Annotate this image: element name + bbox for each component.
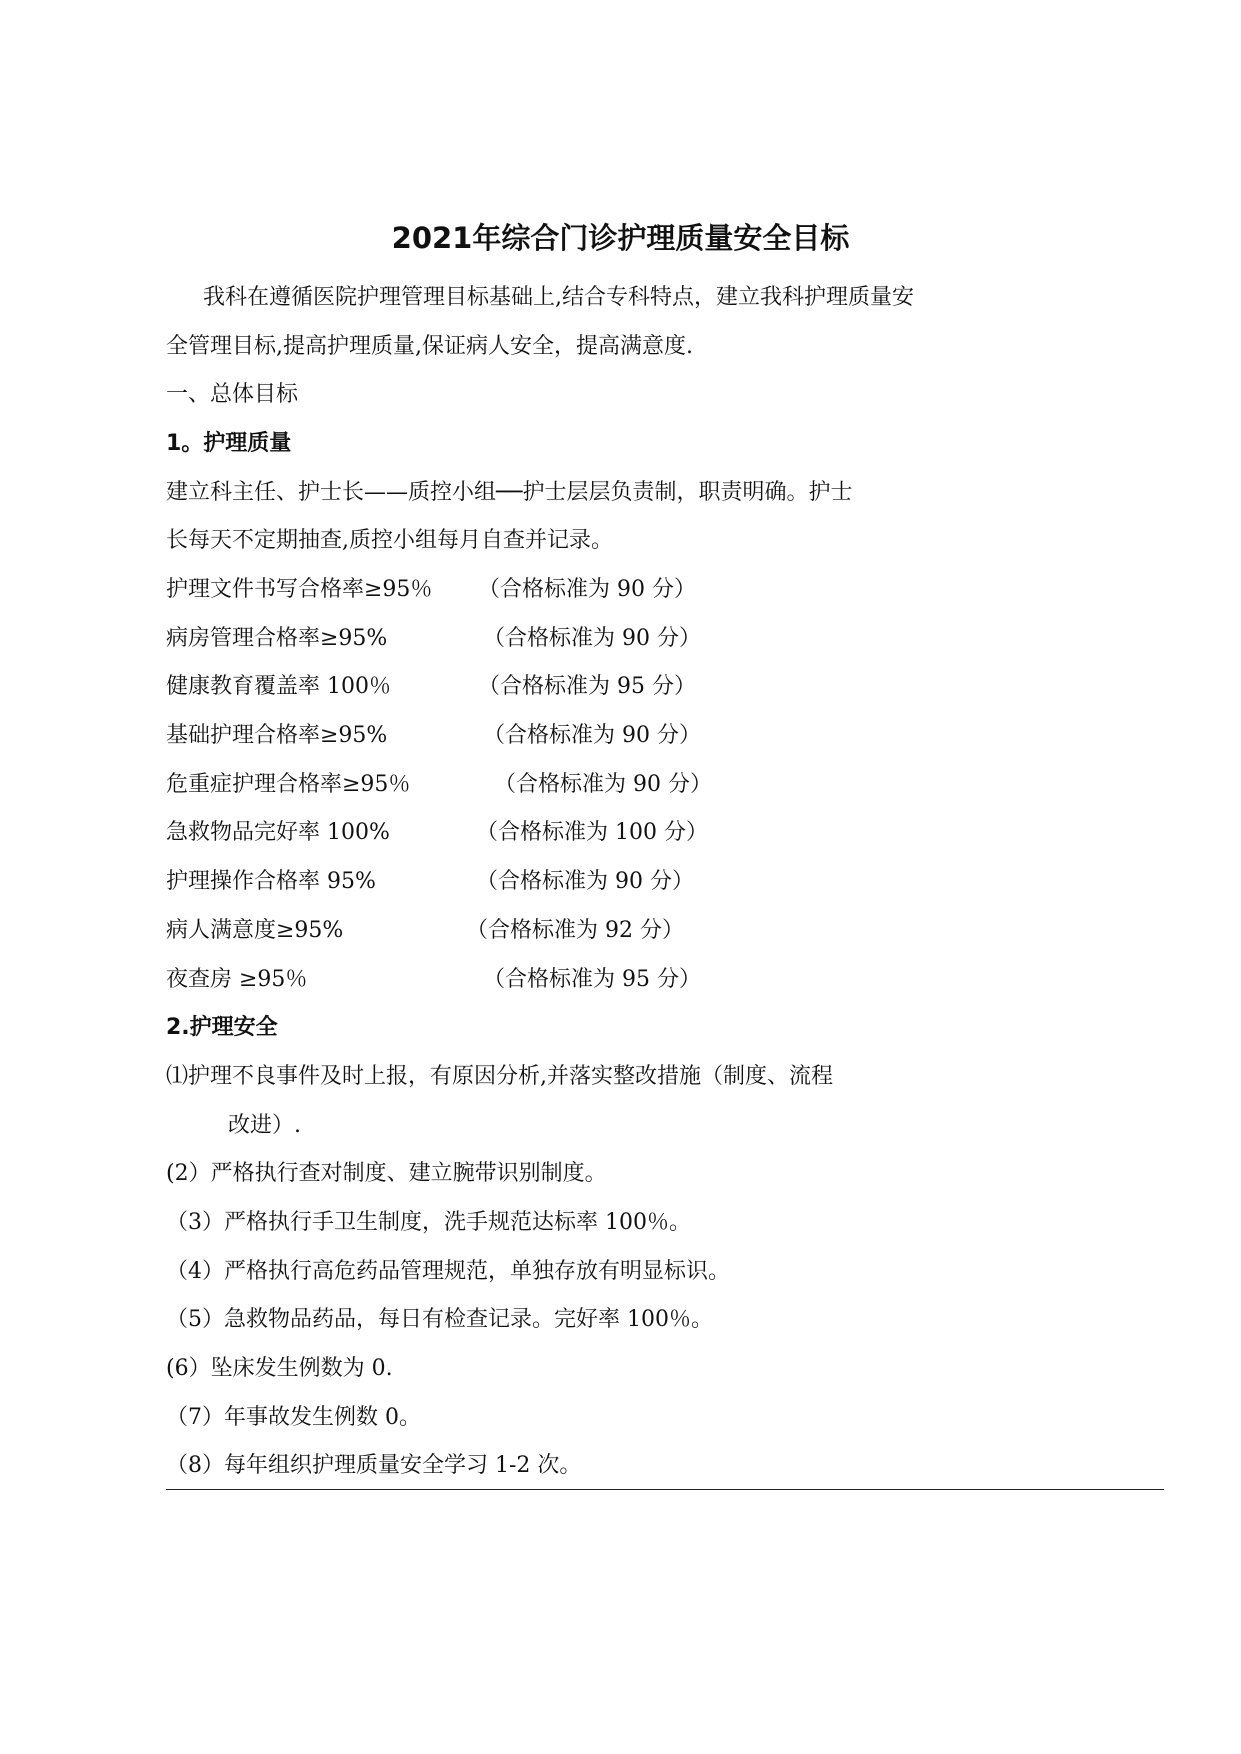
metric-standard: （合格标准为 90 分）	[494, 772, 712, 797]
intro-line-1: 我科在遵循医院护理管理目标基础上,结合专科特点，建立我科护理质量安	[203, 285, 914, 310]
metric-label: 夜查房 ≥95％	[166, 967, 308, 992]
safety-item-continuation: 改进）.	[228, 1113, 301, 1138]
metric-label: 护理操作合格率 95%	[166, 869, 376, 894]
metric-standard: （合格标准为 90 分）	[483, 626, 701, 651]
metric-standard: （合格标准为 90 分）	[476, 869, 694, 894]
metric-standard: （合格标准为 92 分）	[466, 918, 684, 943]
metric-label: 危重症护理合格率≥95％	[166, 772, 411, 797]
quality-text-line-2: 长每天不定期抽查,质控小组每月自查并记录。	[166, 528, 613, 553]
metric-standard: （合格标准为 95 分）	[478, 674, 696, 699]
section-heading-overall: 一、总体目标	[166, 382, 299, 407]
intro-line-2: 全管理目标,提高护理质量,保证病人安全，提高满意度.	[166, 334, 693, 359]
safety-item: ⑴护理不良事件及时上报，有原因分析,并落实整改措施（制度、流程	[166, 1064, 833, 1089]
metric-label: 健康教育覆盖率 100％	[166, 674, 391, 699]
safety-item: （5）急救物品药品，每日有检查记录。完好率 100％。	[166, 1307, 713, 1332]
page-title: 2021年综合门诊护理质量安全目标	[391, 221, 850, 255]
metric-label: 基础护理合格率≥95%	[166, 723, 388, 748]
quality-heading: 1。护理质量	[166, 431, 292, 456]
metric-standard: （合格标准为 90 分）	[478, 577, 696, 602]
metric-standard: （合格标准为 95 分）	[483, 967, 701, 992]
quality-text-line-1: 建立科主任、护士长——质控小组──护士层层负责制，职责明确。护士	[166, 480, 853, 505]
metric-standard: （合格标准为 90 分）	[483, 723, 701, 748]
metric-standard: （合格标准为 100 分）	[476, 820, 708, 845]
safety-item: （8）每年组织护理质量安全学习 1-2 次。	[166, 1453, 582, 1478]
metric-label: 护理文件书写合格率≥95％	[166, 577, 433, 602]
bottom-rule	[166, 1489, 1164, 1490]
safety-item: （4）严格执行高危药品管理规范，单独存放有明显标识。	[166, 1259, 730, 1284]
safety-item: (2）严格执行查对制度、建立腕带识别制度。	[166, 1161, 607, 1186]
safety-heading: 2.护理安全	[166, 1015, 278, 1040]
metric-label: 急救物品完好率 100%	[166, 820, 390, 845]
metric-label: 病房管理合格率≥95%	[166, 626, 388, 651]
safety-item: （7）年事故发生例数 0。	[166, 1405, 421, 1430]
metric-label: 病人满意度≥95%	[166, 918, 344, 943]
safety-item: （3）严格执行手卫生制度，洗手规范达标率 100％。	[166, 1210, 691, 1235]
safety-item: (6）坠床发生例数为 0.	[166, 1356, 393, 1381]
